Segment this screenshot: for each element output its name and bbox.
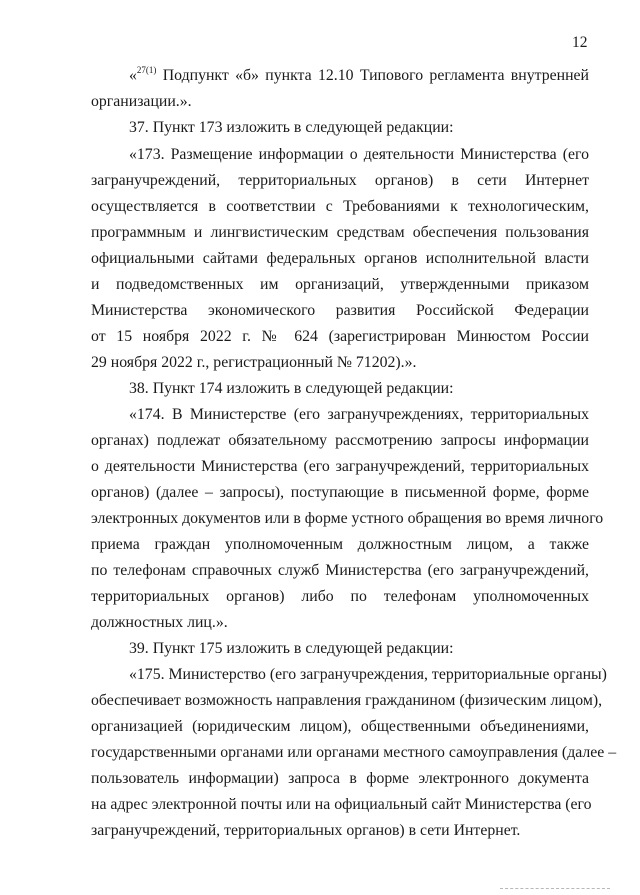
paragraph-line: 38. Пункт 174 изложить в следующей редакции:	[129, 380, 454, 397]
paragraph-line: организацией (юридическим лицом), общественными объединениями,	[91, 718, 589, 735]
paragraph-line: должностных лиц.».	[91, 614, 228, 631]
paragraph-line: загранучреждений, территориальных органов) в сети Интернет	[91, 172, 589, 189]
paragraph-line: «173. Размещение информации о деятельности Министерства (его	[129, 146, 589, 163]
paragraph-line: на адрес электронной почты или на официальный сайт Министерства (его	[91, 796, 592, 813]
paragraph-line: от 15 ноября 2022 г. № 624 (зарегистрирован Минюстом России	[91, 328, 589, 345]
footnote-line-1	[129, 66, 589, 86]
paragraph-line: о деятельности Министерства (его загранучреждений, территориальных	[91, 458, 589, 475]
paragraph-line: загранучреждений, территориальных органов) в сети Интернет.	[91, 822, 521, 839]
paragraph-line: 39. Пункт 175 изложить в следующей редакции:	[129, 640, 454, 657]
paragraph-line: официальными сайтами федеральных органов исполнительной власти	[91, 250, 589, 267]
footnote-open-quote: «	[129, 67, 137, 84]
paragraph-line: приема граждан уполномоченным должностным лицом, а также	[91, 536, 589, 553]
paragraph-line: 29 ноября 2022 г., регистрационный № 71202).».	[91, 354, 417, 371]
paragraph-line: осуществляется в соответствии с Требованиями к технологическим,	[91, 198, 589, 215]
paragraph-line: пользователь информации) запроса в форме электронного документа	[91, 770, 589, 787]
paragraph-line: 37. Пункт 173 изложить в следующей редакции:	[129, 119, 454, 136]
footnote-marker: 27(1)	[136, 65, 157, 75]
scan-artifact-divider	[500, 888, 610, 892]
paragraph-line: государственными органами или органами местного самоуправления (далее –	[91, 744, 617, 761]
paragraph-line: «174. В Министерстве (его загранучреждениях, территориальных	[129, 406, 589, 423]
paragraph-line: по телефонам справочных служб Министерства (его загранучреждений,	[91, 562, 589, 579]
footnote-text: Подпункт «б» пункта 12.10 Типового регламента внутренней	[156, 67, 589, 84]
paragraph-line: обеспечивает возможность направления гражданином (физическим лицом),	[91, 692, 603, 709]
paragraph-line: и подведомственных им организаций, утвержденными приказом	[91, 276, 589, 293]
footnote-line-2: организации.».	[91, 93, 192, 110]
paragraph-line: органов) (далее – запросы), поступающие в письменной форме, форме	[91, 484, 589, 501]
page-number: 12	[572, 34, 588, 51]
paragraph-line: органах) подлежат обязательному рассмотрению запросы информации	[91, 432, 589, 449]
paragraph-line: Министерства экономического развития Российской Федерации	[91, 302, 589, 319]
paragraph-line: территориальных органов) либо по телефонам уполномоченных	[91, 588, 589, 605]
paragraph-line: электронных документов или в форме устного обращения во время личного	[91, 510, 604, 527]
paragraph-line: «175. Министерство (его загранучреждения, территориальные органы)	[129, 666, 607, 683]
paragraph-line: программным и лингвистическим средствам обеспечения пользования	[91, 224, 589, 241]
